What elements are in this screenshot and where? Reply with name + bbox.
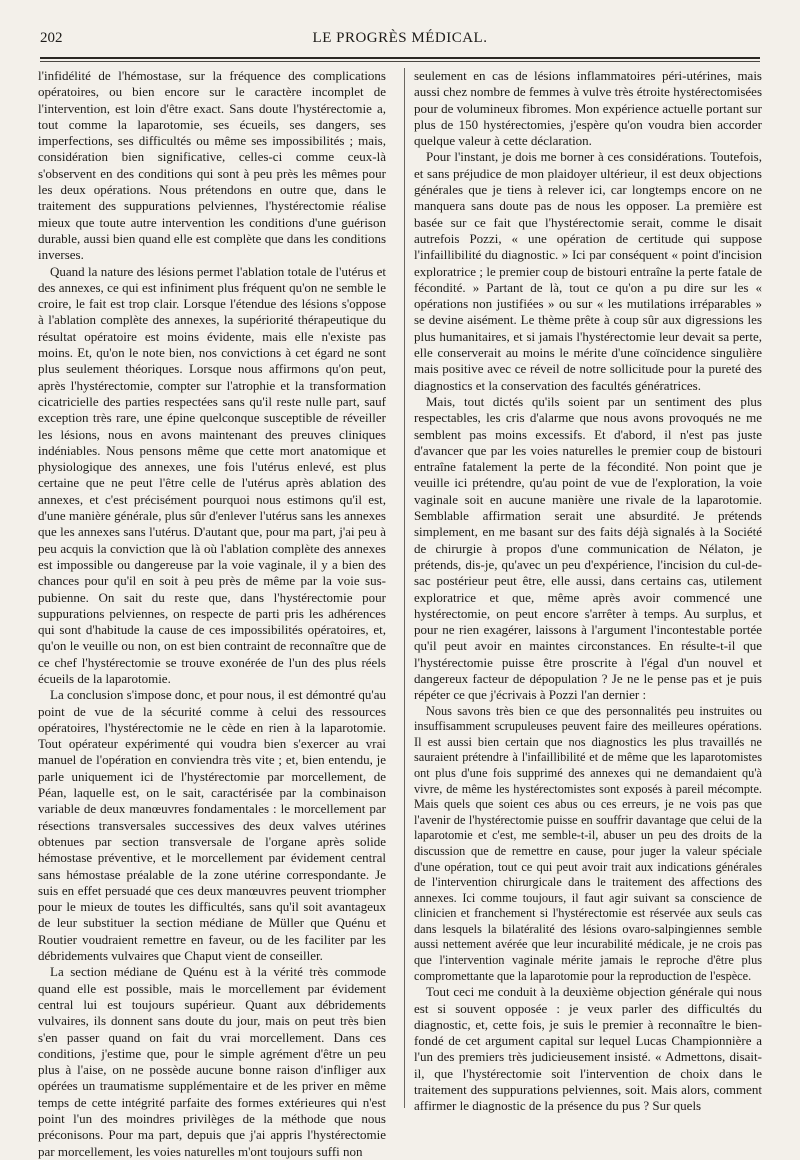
left-column [38, 68, 386, 1159]
page-number: 202 [40, 30, 63, 46]
right-column [414, 68, 762, 1114]
header-rule [40, 57, 760, 59]
paragraph: Mais, tout dictés qu'ils soient par un sentiment des plus respectables, les cris d'alarme que nous avons provoqués ne me semblent pas moins excessifs. Et d'abord, il n'est pas juste d'avancer que par les voies naturelles le premier coup de bistouri entraîne fatalement la perte de la fécondité. Non point que je veuille ici prétendre, qu'au point de vue de l'exploration, la voie vaginale soit en aucune manière une rivale de la laparotomie. Semblable affirmation serait une absurdité. Je prétends simplement, en me basant sur des faits déjà signalés à la Société de chirurgie à propos d'une communication de Nélaton, je prétends, dis-je, qu'avec un peu d'expérience, l'incision du cul-de-sac postérieur peut être, elle aussi, dans certains cas, utilement exploratrice et que, même après avoir commencé une hystérectomie, on peut encore s'arrêter à temps. Au surplus, et pour ne rien exagérer, laissons à l'argument l'incontestable portée qu'il peut avoir en maintes circonstances. En résulte-t-il que l'hystérectomie puisse être proscrite à l'égal d'un nouvel et dangereux facteur de dépopulation ? Je ne le pense pas et je puis répéter ce que j'écrivais à Pozzi l'an dernier : [414, 393, 762, 703]
header-rule-thin [40, 61, 760, 62]
paragraph: seulement en cas de lésions inflammatoires péri-utérines, mais aussi chez nombre de femmes à vulve très étroite hystérectomisées pour de volumineux fibromes. Mon expérience actuelle portant sur plus de 150 hystérectomies, j'espère qu'on voudra bien accorder quelque valeur à cette déclaration. [414, 68, 762, 149]
page-header [40, 30, 760, 52]
running-title: LE PROGRÈS MÉDICAL. [312, 30, 488, 46]
paragraph: Quand la nature des lésions permet l'ablation totale de l'utérus et des annexes, ce qui est infiniment plus fréquent qu'on ne semble le croire, le fait est trop clair. Lorsque l'étendue des lésions s'oppose à l'ablation complète des annexes, la supériorité thérapeutique du résultat opératoire est moins évidente, mais elle n'existe pas moins. Et, qu'on le note bien, nos convictions à cet égard ne sont plus seulement théoriques. Lorsque nous affirmons qu'on peut, après l'hystérectomie, compter sur l'atrophie et la transformation cicatricielle des parties respectées sans qu'il reste nulle part, sauf exception très rare, une épine quelconque susceptible de réveiller les lésions, nous en avons maintenant des preuves cliniques indéniables. Nous pensons même que cette mort anatomique et physiologique des annexes, une fois l'utérus enlevé, est plus certaine que ne peut l'être celle de l'utérus après ablation des annexes, et c'est précisément pourquoi nous estimons qu'il est, d'une manière générale, plus sûr d'enlever l'utérus sans les annexes que les annexes sans l'utérus. D'autant que, pour ma part, j'ai peu à peu acquis la conviction que là où l'ablation complète des annexes est impossible ou dangereuse par la voie vaginale, il y a bien des chances pour qu'il en soit à peu près de même par la voie sus-pubienne. On sait du reste que, dans l'hystérectomie pour suppurations pelviennes, on respecte de parti pris les adhérences qui sont d'habitude la cause de ces impossibilités opératoires, et, qu'on le veuille ou non, on est bien contraint de reconnaître que de ce chef l'hystérectomie se trouve exonérée de l'un des plus réels écueils de la laparotomie. [38, 263, 386, 686]
paragraph: Pour l'instant, je dois me borner à ces considérations. Toutefois, et sans préjudice de mon plaidoyer ultérieur, il est deux objections générales que je tiens à relever ici, car longtemps encore on ne manquera sans doute pas de nous les opposer. La première est basée sur ce fait que l'hystérectomie serait, comme le disait autrefois Pozzi, « une opération de certitude qui suppose l'infaillibilité du diagnostic. » Ici par conséquent « point d'incision exploratrice ; le premier coup de bistouri entraîne la perte fatale de fécondité. » Partant de là, tout ce qu'on a pu dire sur les « opérations non justifiées » ou sur « les mutilations irréparables » se devine aisément. Le thème prête à coup sûr aux digressions les plus humanitaires, et si jamais l'hystérectomie leur devait sa perte, elle conserverait au moins le mérite d'une coïncidence singulière mais positive avec ce réveil de notre sollicitude pour la pureté des diagnostics et la conservation des facultés génératrices. [414, 149, 762, 393]
column-divider [404, 68, 405, 1108]
quoted-paragraph: Nous savons très bien ce que des personnalités peu instruites ou insuffisamment scrupuleuses peuvent faire des meilleures opérations. Il est aussi bien certain que nos diagnostics les plus travaillés ne sauraient prétendre à l'infaillibilité et de même que les laparotomistes ont plus d'une fois supprimé des annexes qui ne demandaient qu'à vivre, de même les hystérectomistes sont exposés à pareil mécompte. Mais quels que soient ces abus ou ces erreurs, je ne vois pas que l'avenir de l'hystérectomie puisse en souffrir davantage que celui de la laparotomie et c'est, me semble-t-il, abuser un peu des droits de la discussion que de remettre en cause, pour juger la valeur spéciale d'une opération, tout ce qui peut avoir trait aux indications générales de l'intervention chirurgicale dans le traitement des affections des annexes. Ici comme toujours, il faut agir suivant sa conscience de clinicien et franchement si l'hystérectomie est réservée aux seuls cas dans lesquels la bilatéralité des lésions ovaro-salpingiennes semble aussi nettement avérée que leur incurabilité médicale, je ne crois pas que l'intervention vaginale mérite jamais le reproche d'être plus compromettante que la laparotomie pour la reproduction de l'espèce. [414, 703, 762, 983]
paragraph: La conclusion s'impose donc, et pour nous, il est démontré qu'au point de vue de la sécurité comme à celui des ressources opératoires, l'hystérectomie ne le cède en rien à la laparotomie. Tout opérateur expérimenté qui voudra bien s'exercer au vrai manuel de l'opération en conviendra très vite ; et, bien entendu, je parle uniquement ici de l'hystérectomie par morcellement, de Péan, laquelle est, on le sait, caractérisée par la combinaison variable de deux manœuvres fondamentales : le morcellement par résections transversales successives des deux valves utérines obtenues par section transversale de l'organe après solide hémostase préventive, et le morcellement par évidement central sans hémostase préalable de la zone utérine correspondante. Je suis en effet persuadé que ces deux manœuvres peuvent triompher pour le mieux de toutes les difficultés, sans qu'il soit avantageux de leur substituer la section médiane de Müller que Quénu et Routier voudraient remettre en faveur, ou de les faciliter par les débridements vulvaires que Chaput vient de conseiller. [38, 687, 386, 964]
paragraph: Tout ceci me conduit à la deuxième objection générale qui nous est si souvent opposée : je veux parler des difficultés du diagnostic, et, cette fois, je suis le premier à reconnaître le bien-fondé de cet argument capital sur lequel Lucas Championnière a l'un des premiers très judicieusement insisté. « Admettons, disait-il, que l'hystérectomie soit l'intervention de choix dans le traitement des suppurations pelviennes, soit. Mais alors, comment affirmer le diagnostic de la présence du pus ? Sur quels [414, 984, 762, 1114]
paragraph: La section médiane de Quénu est à la vérité très commode quand elle est possible, mais le morcellement par évidement central lui est toujours supérieur. Quant aux débridements vulvaires, ils donnent sans doute du jour, mais on peut très bien s'en passer quand on fait du vrai morcellement. Dans ces conditions, j'estime que, pour le simple agrément d'être un peu plus à l'aise, on ne possède aucune bonne raison d'infliger aux opérées un traumatisme supplémentaire et de les priver en même temps de cette intégrité parfaite des formes extérieures qui n'est point l'un des moindres privilèges de la méthode que nous préconisons. Pour ma part, depuis que j'ai appris l'hystérectomie par morcellement, les voies naturelles m'ont toujours suffi non [38, 964, 386, 1159]
paragraph: l'infidélité de l'hémostase, sur la fréquence des complications opératoires, ou bien encore sur le caractère incomplet de l'intervention, est loin d'être exact. Sans doute l'hystérectomie a, tout comme la laparotomie, ses écueils, ses dangers, ses imperfections, ses difficultés ou même ses impossibilités ; mais, considération bien significative, celles-ci comme ceux-là s'observent en des conditions qui sont à peu près les mêmes pour les deux opérations. Nous prétendons en outre que, dans le traitement des suppurations pelviennes, l'hystérectomie réalise mieux que toute autre intervention les conditions d'une guérison durable, aussi bien quand elle est complète que dans les conditions inverses. [38, 68, 386, 263]
